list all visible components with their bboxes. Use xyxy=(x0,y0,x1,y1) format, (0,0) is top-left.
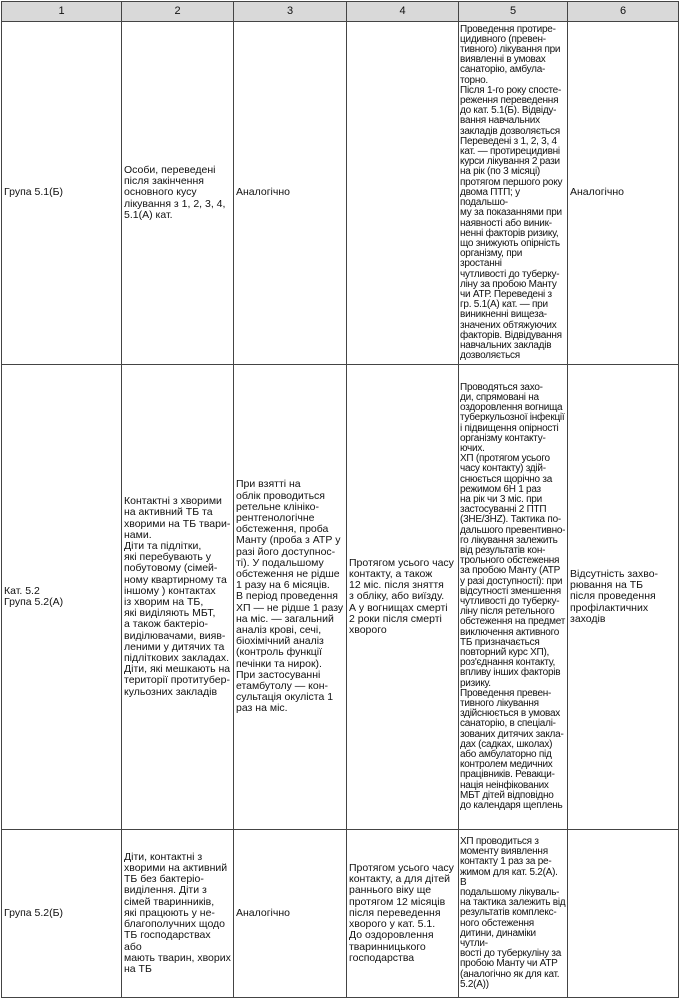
observation-term-cell: Протягом усього часу контакту, а також 12 міс. після зняття з обліку, або виїзду. А у вогнищах смерті 2 роки після смерті хворого xyxy=(347,365,459,830)
measures-cell: ХП проводиться з моменту виявлення контакту 1 раз за ре- жимом для кат. 5.2(А). В подальшому лікуваль- на тактика залежить від результатів комплекс- ного обстеження дитини, динаміки чутли- вості до туберкуліну за пробою Манту чи АТР (аналогічно як для кат. 5.2(А)) xyxy=(459,830,568,998)
examination-cell: Аналогічно xyxy=(234,22,347,365)
column-header-4: 4 xyxy=(347,2,459,22)
examination-cell: Аналогічно xyxy=(234,830,347,998)
column-header-6: 6 xyxy=(568,2,679,22)
contingent-cell: Контактні з хворими на активний ТБ та хворими на ТБ твари- нами. Діти та підлітки, які перебувають у побутовому (сімей- ному квартирному та іншому ) контактах із хворим на ТБ, які виділяють МБТ, а також бактеріо- виділювачами, вияв- леними у дитячих та підліткових закладах. Діти, які мешкають на території протитубер- кульозних закладів xyxy=(122,365,234,830)
measures-cell: Проведення протире- цидивного (превен- тивного) лікування при виявленні в умовах санаторію, амбула- торно. Після 1-го року спосте- реження переведення до кат. 5.1(Б). Відвіду- вання навчальних закладів дозволяється Переведені з 1, 2, 3, 4 кат. — протирецидивні курси лікування 2 рази на рік (по 3 місяці) протягом першого року двома ПТП; у подальшо- му за показаннями при наявності або виник- ненні факторів ризику, що знижують опірність організму, при зростанні чутливості до туберку- ліну за пробою Манту чи АТР. Переведені з гр. 5.1(А) кат. — при виникненні вищеза- значених обтяжуючих факторів. Відвідування навчальних закладів дозволяється xyxy=(459,22,568,365)
column-header-1: 1 xyxy=(2,2,122,22)
observation-term-cell xyxy=(347,22,459,365)
table-row xyxy=(2,22,679,365)
contingent-cell: Діти, контактні з хворими на активний ТБ без бактеріо- виділення. Діти з сімей тваринників, які працюють у не- благополучних щодо ТБ господарствах або мають тварин, хворих на ТБ xyxy=(122,830,234,998)
observation-term-cell: Протягом усього часу контакту, а для дітей раннього віку ще протягом 12 місяців після переведення хворого у кат. 5.1. До оздоровлення тваринницького господарства xyxy=(347,830,459,998)
header-row xyxy=(2,2,679,22)
criteria-cell: Відсутність захво- рювання на ТБ після проведення профілактичних заходів xyxy=(568,365,679,830)
contingent-cell: Особи, переведені після закінчення основного кусу лікування з 1, 2, 3, 4, 5.1(А) кат. xyxy=(122,22,234,365)
treatment-table xyxy=(1,1,679,998)
table-row xyxy=(2,830,679,998)
column-header-2: 2 xyxy=(122,2,234,22)
group-cell: Група 5.1(Б) xyxy=(2,22,122,365)
criteria-cell: Аналогічно xyxy=(568,22,679,365)
group-cell: Група 5.2(Б) xyxy=(2,830,122,998)
table-row xyxy=(2,365,679,830)
column-header-3: 3 xyxy=(234,2,347,22)
criteria-cell xyxy=(568,830,679,998)
column-header-5: 5 xyxy=(459,2,568,22)
examination-cell: При взятті на облік проводиться ретельне клініко- рентгенологічне обстеження, проба Манту (проба з АТР у разі його доступнос- ті). У подальшому обстеження не рідше 1 разу на 6 місяців. В період проведення ХП — не рідше 1 разу на міс. — загальний аналіз крові, сечі, біохімічний аналіз (контроль функції печінки та нирок). При застосуванні етамбутолу — кон- сультація окуліста 1 раз на міс. xyxy=(234,365,347,830)
measures-cell: Проводяться захо- ди, спрямовані на оздоровлення вогнища туберкульозної інфекції і підвищення опірності організму контакту- ючих. ХП (протягом усього часу контакту) здій- снюється щорічно за режимом 6Н 1 раз на рік чи 3 міс. при застосуванні 2 ПТП (3НЕ/3НZ). Тактика по- дальшого превентивно- го лікування залежить від результатів кон- трольного обстеження за пробою Манту (АТР у разі доступності): при відсутності зменшення чутливості до туберку- ліну після ретельного обстеження на предмет виключення активного ТБ призначається повторний курс ХП), роз'єднання контакту, впливу інших факторів ризику. Проведення превен- тивного лікування здійснюється в умовах санаторію, в спеціалі- зованих дитячих закла- дах (садках, школах) або амбулаторно під контролем медичних працівників. Ревакци- нація неінфікованих МБТ дітей відповідно до календаря щеплень xyxy=(459,365,568,830)
group-cell: Кат. 5.2 Група 5.2(А) xyxy=(2,365,122,830)
